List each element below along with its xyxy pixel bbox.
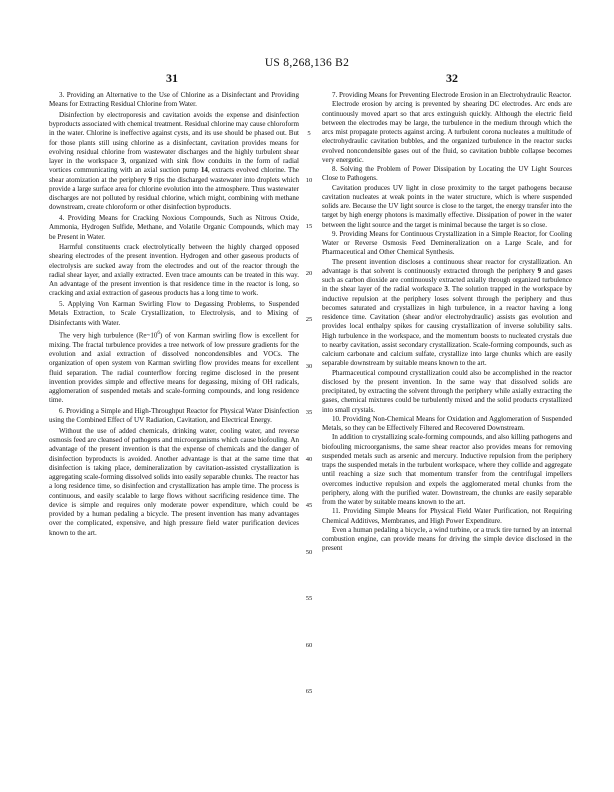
line-number: 45 xyxy=(305,502,313,509)
reference-numeral: 3 xyxy=(121,157,125,166)
line-number: 65 xyxy=(305,688,313,695)
paragraph: Pharmaceutical compound crystallization could also be accomplished in the reactor disclosed by the present invention. In the same way that dissolved solids are precipitated, by extracting the solvent through the periphery while axially extracting the gases, chemical mixtures could be turbulently mixed and the solid products crystallized into small crystals. xyxy=(322,368,572,414)
line-number: 35 xyxy=(305,409,313,416)
line-number: 25 xyxy=(305,316,313,323)
patent-number-header: US 8,268,136 B2 xyxy=(264,57,350,69)
line-number: 15 xyxy=(305,223,313,230)
paragraph: Disinfection by electroporesis and cavitation avoids the expense and disinfection byproducts associated with chemical treatment. Residual chlorine may cause chloroform in the water. Chlorine is ineffective against cysts, and its use should be phased out. But for those plants still using chlorine as a disinfectant, cavitation provides means for evolving residual chlorine from wastewater discharges and the highly turbulent shear layer in the workspace 3, organized with sink flow conduits in the form of radial vortices communicating with an axial suction pump 14, extracts evolved chlorine. The shear atomization at the periphery 9 rips the discharged wastewater into droplets which provide a large surface area for chlorine evolution into the atmosphere. Thus wastewater discharges are not polluted by residual chlorine, which might, combining with methane downstream, create chloroform or other disinfection byproducts. xyxy=(49,110,299,212)
section-heading-11: 11. Providing Simple Means for Physical Field Water Purification, not Requiring Chemical Additives, Membranes, and High Power Expenditure. xyxy=(322,507,572,525)
section-heading-8: 8. Solving the Problem of Power Dissipation by Locating the UV Light Sources Close to Pathogens. xyxy=(322,165,572,183)
page-number-right: 32 xyxy=(446,71,458,85)
superscript: 6 xyxy=(157,331,160,337)
line-number: 30 xyxy=(305,363,313,370)
paragraph: Without the use of added chemicals, drinking water, cooling water, and reverse osmosis feed are cleansed of pathogens and microorganisms which cause biofouling. An advantage of the present invention is that the expense of chemicals and the danger of disinfection byproducts is avoided. Another advantage is that at the same time that disinfection is taking place, demineralization by cavitation-assisted crystallization is aggregating scale-forming dissolved solids into easily separable chunks. The reactor has a long residence time, so disinfection and crystallization has ample time. The process is continuous, and easily scalable to large flows without sacrificing residence time. The device is simple and requires only moderate power expenditure, which could be provided by a human pedaling a bicycle. The present invention has many advantages over the complicated, expensive, and high pressure field water purification devices known to the art. xyxy=(49,426,299,537)
paragraph: Electrode erosion by arcing is prevented by shearing DC electrodes. Arc ends are continuously moved apart so that arcs extinguish quickly. Although the electric field between the electrodes may be large, the turbulence in the medium through which the arcs mist propagate protects against arcing. A turbulent corona nucleates a multitude of electrohydraulic cavitation bubbles, and the organized turbulence in the reactor sucks evolved noncondensible gases out of the fluid, so cavitation bubble collapse becomes very energetic. xyxy=(322,100,572,164)
line-number: 40 xyxy=(305,456,313,463)
paragraph: Cavitation produces UV light in close proximity to the target pathogens because cavitation nucleates at weak points in the water structure, which is where suspended solids are. Because the UV light source is close to the target, the energy transfer into the target by high energy photons is maximally effective. Dissipation of power in the water between the light source and the target is minimal because the target is so close. xyxy=(322,183,572,229)
section-heading-6: 6. Providing a Simple and High-Throughput Reactor for Physical Water Disinfection using the Combined Effect of UV Radiation, Cavitation, and Electrical Energy. xyxy=(49,406,299,425)
line-number: 60 xyxy=(305,642,313,649)
paragraph: The very high turbulence $(Re\sim 10^6)$ of von Karman swirling flow is excellent for mixing. The fractal turbulence provides a tree network of low pressure gradients for the evolution and axial extraction of dissolved noncondensibles and VOCs. The organization of open system von Karman swirling flow provides means for excellent fluid separation. The radial counterflow forcing regime disclosed in the present invention provides simple and effective means for degassing, mixing of OH radicals, agglomeration of suspended metals and scale-forming compounds, and long residence time. xyxy=(49,331,299,405)
section-heading-5: 5. Applying Von Karman Swirling Flow to Degassing Problems, to Suspended Metals Extraction, to Scale Crystallization, to Electrolysis, and to Mixing of Disinfectants with Water. xyxy=(49,300,299,327)
paragraph: In addition to crystallizing scale-forming compounds, and also killing pathogens and biofouling microorganisms, the same shear reactor also provides means for removing suspended metals such as arsenic and mercury. Inductive repulsion from the periphery traps the suspended metals in the turbulent workspace, where they collide and aggregate until reaching a size such that momentum transfer from the centrifugal impellers overcomes inductive repulsion and expels the agglomerated metal chunks from the periphery, along with the purified water. Downstream, the chunks are easily separable from the water by suitable means known to the art. xyxy=(322,433,572,506)
section-heading-7: 7. Providing Means for Preventing Electrode Erosion in an Electrohydraulic Reactor. xyxy=(332,91,572,99)
line-number: 50 xyxy=(305,549,313,556)
section-heading-9: 9. Providing Means for Continuous Crystallization in a Simple Reactor, for Cooling Water or Reverse Osmosis Feed Demineralization on a Large Scale, and for Pharmaceutical and Other Chemical Synthesis. xyxy=(322,229,572,257)
line-number: 55 xyxy=(305,595,313,602)
reference-numeral: 9 xyxy=(148,175,152,184)
paragraph: Even a human pedaling a bicycle, a wind turbine, or a truck tire turned by an internal combustion engine, can provide means for driving the simple device disclosed in the present xyxy=(322,525,572,553)
paragraph: The present invention discloses a continuous shear reactor for crystallization. An advantage is that solvent is continuously extracted through the periphery 9 and gases such as carbon dioxide are continuously extracted axially through organized turbulence in the shear layer of the radial workspace 3. The solution trapped in the workspace by inductive repulsion at the periphery loses solvent through the periphery and thus becomes saturated and crystallizes in high turbulence, in a reactor having a long residence time. Cavitation (shear and/or electrohydraulic) assists gas evolution and provides local enthalpy spikes for causing crystallization of inverse solubility salts. High turbulence in the workspace, and the momentum boosts to nucleated crystals due to nearby cavitation, assist secondary crystallization. Scale-forming compounds, such as calcium carbonate and calcium sulfate, crystallize into large chunks which are easily separable downstream by suitable means known to the art. xyxy=(322,257,573,368)
left-column xyxy=(49,91,299,538)
section-heading-4: 4. Providing Means for Cracking Noxious Compounds, Such as Nitrous Oxide, Ammonia, Hydrogen Sulfide, Methane, and Volatile Organic Compounds, which may be Present in Water. xyxy=(49,214,299,241)
line-number: 5 xyxy=(307,130,311,137)
paragraph: Harmful constituents crack electrolytically between the highly charged opposed shearing electrodes of the present invention. Hydrogen and other gaseous products of electrolysis are sucked away from the electrodes and out of the reactor through the radial shear layer, and axially extracted. Even trace amounts can be treated in this way. An advantage of the present invention is that residence time in the reactor is long, so cracking and axial extraction of gaseous products has a long time to work. xyxy=(49,243,299,298)
reference-numeral: 14 xyxy=(200,166,208,175)
reference-numeral: 3 xyxy=(444,285,448,294)
section-heading-3: 3. Providing an Alternative to the Use of Chlorine as a Disinfectant and Providing Means for Extracting Residual Chlorine from Water. xyxy=(49,91,299,109)
line-number: 10 xyxy=(305,177,313,184)
page-number-left: 31 xyxy=(166,71,178,85)
section-heading-10: 10. Providing Non-Chemical Means for Oxidation and Agglomeration of Suspended Metals, so they can be Effectively Filtered and Recovered Downstream. xyxy=(322,414,572,432)
right-column xyxy=(322,91,572,554)
line-number: 20 xyxy=(305,270,313,277)
reference-numeral: 9 xyxy=(537,266,542,275)
